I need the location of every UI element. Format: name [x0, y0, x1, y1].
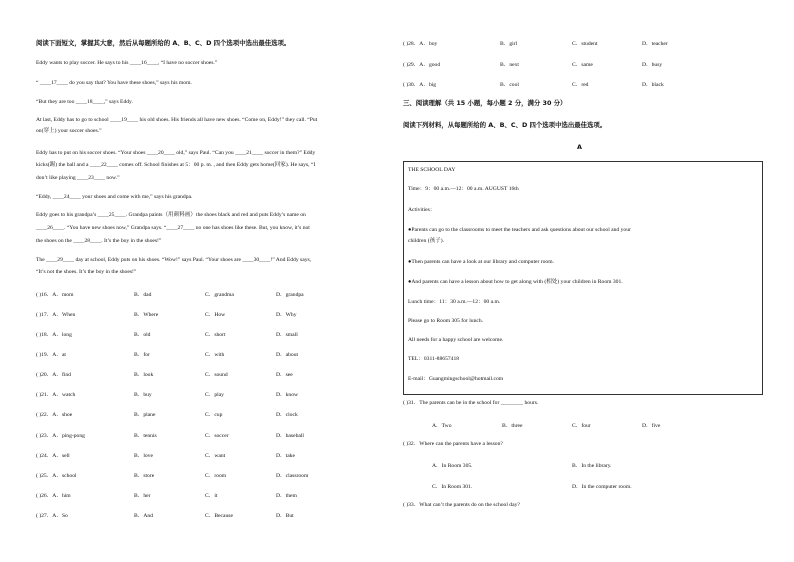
passage-line: Eddy goes to his grandpa’s ____25____. Grandpa paints（用颜料画）the shoes black and red and puts Eddy’s name on: [36, 212, 306, 218]
passage-line: “ ____17____ do you say that? You have these shoes,” says his mom.: [36, 80, 192, 86]
option-d: D．teacher: [642, 41, 668, 47]
notice-title: THE SCHOOL DAY: [408, 167, 456, 173]
passage-line: don’t like playing ____23____ now.”: [36, 175, 120, 181]
option-d: D．know: [276, 392, 299, 398]
notice-line: Activities：: [408, 207, 436, 213]
passage-line: ____26____. “You have new shoes now,” Grandpa says. “____27____ no one has shoes like these. But, you know, it’s not: [36, 225, 310, 231]
option-b: B．for: [134, 352, 150, 358]
notice-line: TEL：0311-88657418: [408, 356, 460, 362]
passage-line: “Eddy, ____24____ your shoes and come with me,” says his grandpa.: [36, 194, 193, 200]
notice-line: Time：9：00 a.m.—12：00 a.m. AUGUST 16th: [408, 186, 519, 192]
option-d: D．them: [276, 493, 297, 499]
notice-line: ●And parents can have a lesson about how to get along with (相处) your children in Room 301.: [408, 279, 623, 285]
notice-line: All needs for a happy school are welcome.: [408, 337, 504, 343]
notice-line: ●Then parents can have a look at our library and computer room.: [408, 259, 554, 265]
option-b: B．three: [502, 423, 523, 429]
option-b: B．And: [134, 513, 153, 519]
notice-line: Lunch time：11：30 a.m.—12：00 a.m.: [408, 299, 501, 305]
option-d: D．baseball: [276, 433, 304, 439]
option-b: B．next: [500, 62, 519, 68]
notice-line: E-mail：Guangmingschool@hotmail.com: [408, 376, 504, 382]
option-b: B．store: [134, 473, 155, 479]
section-title: 三、阅读理解（共 15 小题，每小题 2 分，满分 30 分）: [403, 99, 567, 107]
option-d: D．small: [276, 332, 298, 338]
option-d: D．classroom: [276, 473, 309, 479]
notice-line: children (孩子).: [408, 238, 445, 244]
question-stem: ( )30．A．big: [403, 82, 437, 88]
option-a: A．In Room 305.: [432, 463, 473, 469]
question-stem: ( )20．A．find: [36, 372, 71, 378]
option-d: D．black: [642, 82, 664, 88]
option-c: C．it: [205, 493, 218, 499]
option-b: B．cool: [500, 82, 519, 88]
option-c: C．same: [572, 62, 593, 68]
passage-line: “But they are too ____18____,” says Eddy.: [36, 99, 133, 105]
option-c: C．sound: [205, 372, 228, 378]
passage-line: Eddy wants to play soccer. He says to his ____16____, “I have no soccer shoes.”: [36, 60, 218, 66]
option-d: D．busy: [642, 62, 663, 68]
section-instruction: 阅读下列材料，从每题所给的 A、B、C、D 四个选项中选出最佳选项。: [403, 121, 607, 129]
question-stem: ( )29．A．good: [403, 62, 441, 68]
question-stem: ( )17．A．When: [36, 312, 76, 318]
option-d: D．Why: [276, 312, 297, 318]
option-c: C．soccer: [205, 433, 229, 439]
option-d: D．about: [276, 352, 299, 358]
option-d: D．see: [276, 372, 293, 378]
passage-line: At last, Eddy has to go to school ____19____ his old shoes. His friends all have new shoes. “Come on, Eddy!” they call. “Put: [36, 117, 318, 123]
option-c: C．room: [205, 473, 227, 479]
question-stem: ( )19．A．at: [36, 352, 66, 358]
option-d: D．take: [276, 453, 295, 459]
option-b: B．tennis: [134, 433, 157, 439]
passage-line: “It’s not the shoes. It’s the boy in the shoes!”: [36, 269, 137, 275]
option-b: B．buy: [134, 392, 152, 398]
option-c: C．Because: [205, 513, 233, 519]
notice-line: Please go to Room 305 for lunch.: [408, 318, 484, 324]
option-d: D．In the computer room.: [572, 484, 632, 490]
option-b: B．In the library.: [572, 463, 612, 469]
option-c: C．with: [205, 352, 225, 358]
passage-line: The ____29____ day at school, Eddy puts on his shoes. “Wow!” says Paul. “Your shoes are ____30____!” And Eddy says,: [36, 257, 312, 263]
option-d: D．clock: [276, 412, 298, 418]
option-b: B．old: [134, 332, 151, 338]
option-b: B．look: [134, 372, 154, 378]
passage-line: Eddy has to put on his soccer shoes. “Your shoes ____20____ old,” says Paul. “Can you ____21____ soccer in them?” Eddy: [36, 150, 316, 156]
question-stem: ( )27．A．So: [36, 513, 68, 519]
option-c: C．play: [205, 392, 224, 398]
option-c: C．In Room 301.: [432, 484, 473, 490]
option-a: A．Two: [432, 423, 452, 429]
passage-line: kicks(踢) the ball and a ____22____ comes off. School finishes at 5：00 p. m. , and then Eddy gets home(回家). He says, “I: [36, 162, 316, 168]
option-c: C．red: [572, 82, 589, 88]
option-b: B．dad: [134, 292, 152, 298]
option-d: D．grandpa: [276, 292, 304, 298]
question-stem: ( )32．Where can the parents have a lesson?: [403, 441, 503, 447]
passage-label: A: [577, 143, 582, 151]
question-stem: ( )28．A．boy: [403, 41, 438, 47]
option-c: C．cup: [205, 412, 223, 418]
question-stem: ( )22．A．shoe: [36, 412, 73, 418]
question-stem: ( )18．A．long: [36, 332, 72, 338]
question-stem: ( )31．The parents can be in the school for ________ hours.: [403, 400, 539, 406]
notice-line: ●Parents can go to the classrooms to meet the teachers and ask questions about our school and your: [408, 227, 631, 233]
question-stem: ( )25．A．school: [36, 473, 77, 479]
option-c: C．student: [572, 41, 598, 47]
option-c: C．grandma: [205, 292, 234, 298]
cloze-instruction: 阅读下面短文，掌握其大意，然后从每题所给的 A、B、C、D 四个选项中选出最佳选项。: [36, 39, 291, 47]
question-stem: ( )26．A．him: [36, 493, 71, 499]
option-c: C．short: [205, 332, 226, 338]
option-b: B．girl: [500, 41, 518, 47]
passage-line: on(穿上) your soccer shoes.”: [36, 128, 102, 134]
option-c: C．How: [205, 312, 226, 318]
question-stem: ( )33．What can’t the parents do on the school day?: [403, 502, 520, 508]
option-d: D．But: [276, 513, 294, 519]
option-b: B．love: [134, 453, 153, 459]
question-stem: ( )24．A．sell: [36, 453, 70, 459]
question-stem: ( )16．A．mom: [36, 292, 74, 298]
passage-line: the shoes on the ____28____. It’s the boy in the shoes!”: [36, 238, 162, 244]
option-b: B．Where: [134, 312, 159, 318]
option-c: C．four: [572, 423, 591, 429]
question-stem: ( )23．A．ping-pong: [36, 433, 85, 439]
option-b: B．her: [134, 493, 151, 499]
option-d: D．five: [642, 423, 661, 429]
option-c: C．want: [205, 453, 226, 459]
option-b: B．plane: [134, 412, 156, 418]
question-stem: ( )21．A．watch: [36, 392, 76, 398]
